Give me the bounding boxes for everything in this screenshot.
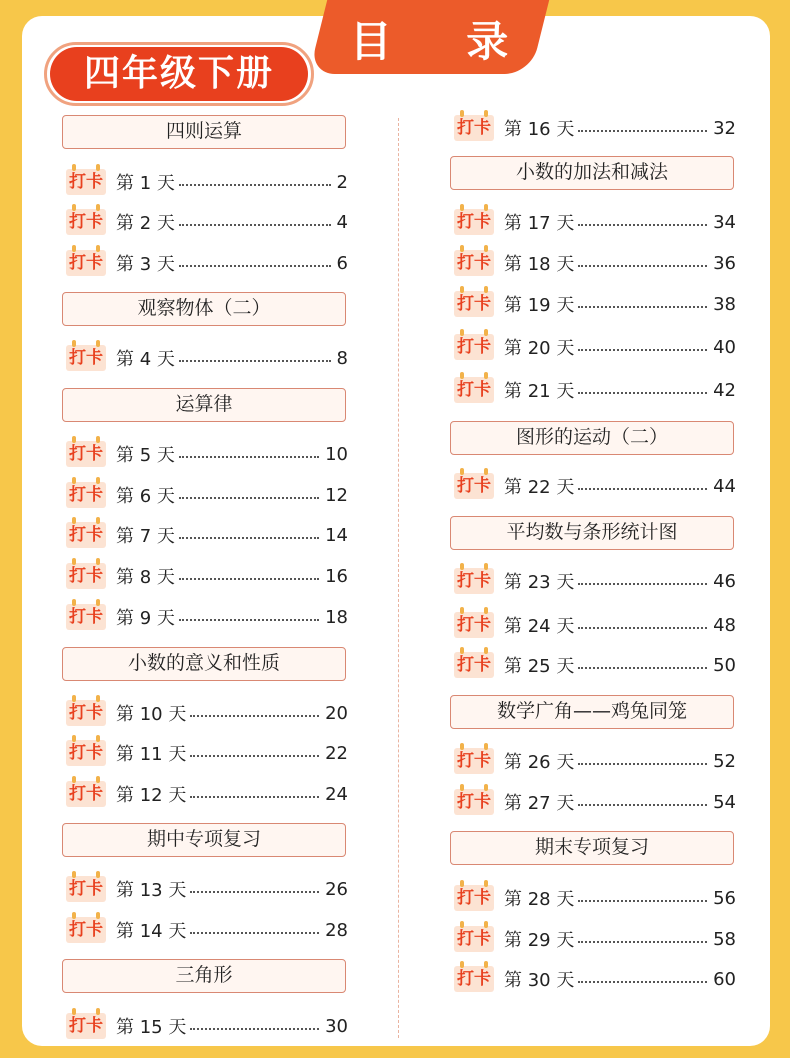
toc-entry[interactable] [454,884,736,912]
checkin-tag: 打卡 [66,482,106,508]
page-number: 36 [713,252,736,274]
toc-entry[interactable] [66,521,348,549]
checkin-tag: 打卡 [66,250,106,276]
checkin-tag: 打卡 [454,789,494,815]
page-number: 44 [713,475,736,497]
day-label: 第 25 天 [504,656,575,677]
checkin-tag: 打卡 [66,169,106,195]
dot-leader [578,900,707,902]
checkin-tag: 打卡 [66,441,106,467]
dot-leader [578,981,707,983]
day-label: 第 14 天 [116,921,187,942]
checkin-tag: 打卡 [66,345,106,371]
toc-entry[interactable] [66,440,348,468]
page-number: 2 [336,171,348,193]
day-label: 第 20 天 [504,338,575,359]
dot-leader [190,715,319,717]
day-label: 第 21 天 [504,381,575,402]
page-number: 48 [713,614,736,636]
dot-leader [179,456,319,458]
toc-entry[interactable] [454,290,736,318]
toc-entry[interactable] [66,875,348,903]
toc-entry[interactable] [66,344,348,372]
checkin-tag: 打卡 [454,748,494,774]
page-number: 56 [713,887,736,909]
dot-leader [578,667,707,669]
section-header: 三角形 [62,959,346,993]
day-label: 第 12 天 [116,785,187,806]
column-divider [398,118,399,1038]
toc-entry[interactable] [66,780,348,808]
day-label: 第 16 天 [504,119,575,140]
toc-entry[interactable] [454,651,736,679]
dot-leader [578,392,707,394]
page-number: 38 [713,293,736,315]
dot-leader [190,1028,319,1030]
checkin-tag: 打卡 [454,652,494,678]
toc-entry[interactable] [454,376,736,404]
dot-leader [190,932,319,934]
toc-entry[interactable] [454,925,736,953]
page-number: 52 [713,750,736,772]
page-number: 10 [325,443,348,465]
day-label: 第 7 天 [116,526,175,547]
checkin-tag: 打卡 [454,291,494,317]
section-header: 运算律 [62,388,346,422]
day-label: 第 13 天 [116,880,187,901]
checkin-tag: 打卡 [454,377,494,403]
section-header: 四则运算 [62,115,346,149]
day-label: 第 8 天 [116,567,175,588]
day-label: 第 10 天 [116,704,187,725]
toc-entry[interactable] [454,114,736,142]
section-header: 数学广角——鸡兔同笼 [450,695,734,729]
page-number: 60 [713,968,736,990]
section-header: 期中专项复习 [62,823,346,857]
day-label: 第 28 天 [504,889,575,910]
toc-entry[interactable] [454,567,736,595]
section-header: 平均数与条形统计图 [450,516,734,550]
toc-entry[interactable] [66,562,348,590]
checkin-tag: 打卡 [66,740,106,766]
day-label: 第 19 天 [504,295,575,316]
day-label: 第 23 天 [504,572,575,593]
page-number: 24 [325,783,348,805]
day-label: 第 5 天 [116,445,175,466]
day-label: 第 22 天 [504,477,575,498]
page-number: 46 [713,570,736,592]
dot-leader [179,497,319,499]
toc-entry[interactable] [66,481,348,509]
dot-leader [578,130,707,132]
page-number: 22 [325,742,348,764]
checkin-tag: 打卡 [66,876,106,902]
toc-entry[interactable] [454,611,736,639]
page-number: 18 [325,606,348,628]
toc-entry[interactable] [66,208,348,236]
dot-leader [179,360,331,362]
page-number: 6 [336,252,348,274]
day-label: 第 30 天 [504,970,575,991]
dot-leader [578,306,707,308]
toc-entry[interactable] [454,747,736,775]
checkin-tag: 打卡 [66,1013,106,1039]
checkin-tag: 打卡 [66,209,106,235]
toc-entry[interactable] [454,472,736,500]
page-number: 40 [713,336,736,358]
toc-entry[interactable] [66,1012,348,1040]
day-label: 第 29 天 [504,930,575,951]
toc-entry[interactable] [66,699,348,727]
dot-leader [578,583,707,585]
page-title: 目 录 [349,17,539,66]
checkin-tag: 打卡 [66,522,106,548]
checkin-tag: 打卡 [66,917,106,943]
day-label: 第 9 天 [116,608,175,629]
toc-entry[interactable] [454,965,736,993]
page-number: 20 [325,702,348,724]
page-number: 32 [713,117,736,139]
day-label: 第 6 天 [116,486,175,507]
day-label: 第 17 天 [504,213,575,234]
dot-leader [179,224,331,226]
page-number: 30 [325,1015,348,1037]
day-label: 第 24 天 [504,616,575,637]
checkin-tag: 打卡 [454,115,494,141]
toc-entry[interactable] [66,603,348,631]
page-number: 42 [713,379,736,401]
section-header: 小数的意义和性质 [62,647,346,681]
dot-leader [179,184,331,186]
section-header: 期末专项复习 [450,831,734,865]
grade-badge: 四年级下册 [50,47,308,101]
checkin-tag: 打卡 [454,209,494,235]
dot-leader [578,804,707,806]
checkin-tag: 打卡 [66,563,106,589]
toc-entry[interactable] [454,788,736,816]
dot-leader [578,265,707,267]
toc-entry[interactable] [66,168,348,196]
page-number: 12 [325,484,348,506]
section-header: 小数的加法和减法 [450,156,734,190]
page-number: 8 [336,347,348,369]
checkin-tag: 打卡 [454,334,494,360]
day-label: 第 11 天 [116,744,187,765]
day-label: 第 1 天 [116,173,175,194]
checkin-tag: 打卡 [66,781,106,807]
toc-entry[interactable] [66,249,348,277]
page-number: 14 [325,524,348,546]
day-label: 第 26 天 [504,752,575,773]
checkin-tag: 打卡 [454,885,494,911]
page-number: 4 [336,211,348,233]
toc-entry[interactable] [66,739,348,767]
checkin-tag: 打卡 [66,604,106,630]
dot-leader [179,265,331,267]
toc-entry[interactable] [454,249,736,277]
dot-leader [578,224,707,226]
dot-leader [578,627,707,629]
dot-leader [190,891,319,893]
page-number: 54 [713,791,736,813]
dot-leader [578,763,707,765]
page-number: 16 [325,565,348,587]
day-label: 第 3 天 [116,254,175,275]
checkin-tag: 打卡 [454,966,494,992]
checkin-tag: 打卡 [454,568,494,594]
dot-leader [179,537,319,539]
day-label: 第 4 天 [116,349,175,370]
toc-entry[interactable] [66,916,348,944]
checkin-tag: 打卡 [66,700,106,726]
toc-entry[interactable] [454,208,736,236]
toc-entry[interactable] [454,333,736,361]
checkin-tag: 打卡 [454,612,494,638]
checkin-tag: 打卡 [454,250,494,276]
checkin-tag: 打卡 [454,926,494,952]
dot-leader [578,488,707,490]
day-label: 第 15 天 [116,1017,187,1038]
day-label: 第 2 天 [116,213,175,234]
page-number: 50 [713,654,736,676]
dot-leader [578,941,707,943]
page-number: 58 [713,928,736,950]
dot-leader [190,755,319,757]
section-header: 图形的运动（二） [450,421,734,455]
page-number: 34 [713,211,736,233]
checkin-tag: 打卡 [454,473,494,499]
day-label: 第 18 天 [504,254,575,275]
dot-leader [179,619,319,621]
section-header: 观察物体（二） [62,292,346,326]
day-label: 第 27 天 [504,793,575,814]
page-number: 26 [325,878,348,900]
dot-leader [190,796,319,798]
dot-leader [578,349,707,351]
page-number: 28 [325,919,348,941]
dot-leader [179,578,319,580]
